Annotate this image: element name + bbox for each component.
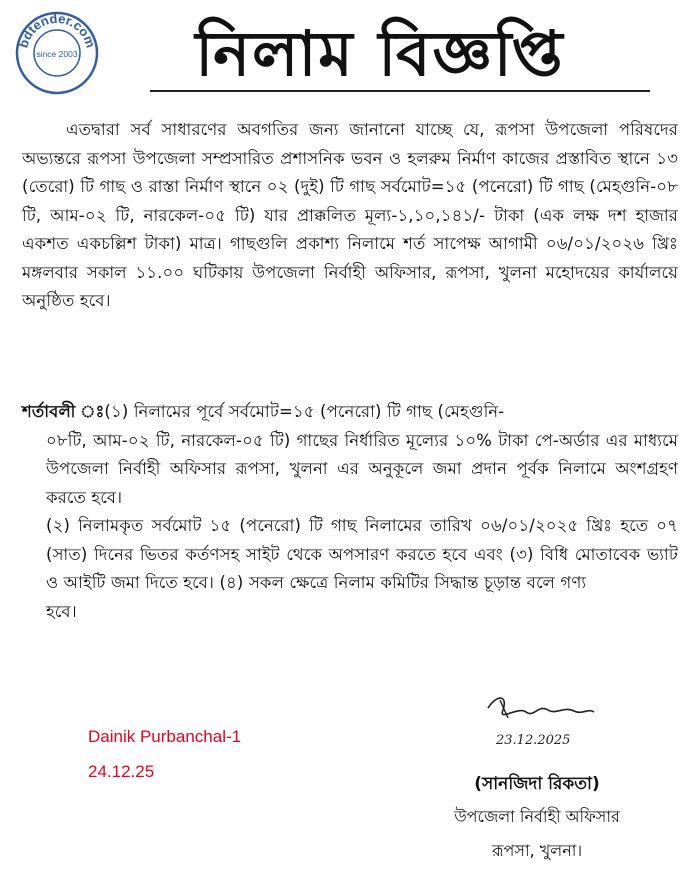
signatory-office: রূপসা, খুলনা।	[491, 841, 583, 860]
signature-date: 23.12.2025	[496, 733, 571, 748]
signatory-designation: উপজেলা নির্বাহী অফিসার	[454, 807, 620, 826]
signatory-block	[402, 768, 672, 868]
stamp-site: bdtender.com	[15, 10, 99, 50]
conditions-label: শর্তাবলী ঃ	[22, 402, 105, 421]
condition-1-head: (১) নিলামের পূর্বে সর্বমোট=১৫ (পনেরো) টি গাছ (মেহগুনি-	[104, 402, 505, 421]
bdtender-stamp	[14, 10, 100, 96]
condition-2-4: (২) নিলামকৃত সর্বমোট ১৫ (পনেরো) টি গাছ নিলামের তারিখ ০৬/০১/২০২৫ খ্রিঃ হতে ০৭ (সাত) দিনের ভিতর কর্তণসহ সাইট থেকে অপসারণ করতে হবে এবং (৩) বিধি মোতাবেক ভ্যাট ও আইটি জমা দিতে হবে। (৪) সকল ক্ষেত্রে নিলাম কমিটির সিদ্ধান্ত চূড়ান্ত বলে গণ্য	[46, 516, 678, 592]
signatory-name: (সানজিদা রিকতা)	[474, 774, 600, 794]
conditions-block	[22, 398, 678, 626]
condition-1-rest: ০৮টি, আম-০২ টি, নারকেল-০৫ টি) গাছের নির্ধারিত মূল্যের ১০% টাকা পে-অর্ডার এর মাধ্যমে উপজেলা নির্বাহী অফিসার রূপসা, খুলনা এর অনুকূলে জমা প্রদান পূর্বক নিলামে অংশগ্রহণ করতে হবে।	[46, 430, 678, 507]
condition-end: হবে।	[46, 601, 77, 621]
stamp-since: since 2003	[36, 49, 78, 59]
source-paper: Dainik Purbanchal-1	[88, 727, 242, 746]
notice-intro: এতদ্বারা সর্ব সাধারণের অবগতির জন্য জানানো যাচ্ছে যে, রূপসা উপজেলা পরিষদের অভ্যন্তরে রূপসা উপজেলা সম্প্রসারিত প্রশাসনিক ভবন ও হলরুম নির্মাণ কাজের প্রস্তাবিত স্থানে ১৩ (তেরো) টি গাছ ও রাস্তা নির্মাণ স্থানে ০২ (দুই) টি গাছ সর্বমোট=১৫ (পনেরো) টি গাছ (মেহগুনি-০৮ টি, আম-০২ টি, নারকেল-০৫ টি) যার প্রাক্কলিত মূল্য-১,১০,১৪১/- টাকা (এক লক্ষ দশ হাজার একশত একচল্লিশ টাকা) মাত্র। গাছগুলি প্রকাশ্য নিলামে শর্ত সাপেক্ষ আগামী ০৬/০১/২০২৬ খ্রিঃ মঙ্গলবার সকাল ১১.০০ ঘটিকায় উপজেলা নির্বাহী অফিসার, রূপসা, খুলনা মহোদয়ের কার্যালয়ে অনুষ্ঠিত হবে।	[22, 120, 678, 310]
source-date: 24.12.25	[88, 762, 155, 781]
handwritten-signature	[478, 688, 598, 758]
title-underline	[150, 90, 650, 92]
notice-title: নিলাম বিজ্ঞপ্তি	[195, 17, 565, 90]
